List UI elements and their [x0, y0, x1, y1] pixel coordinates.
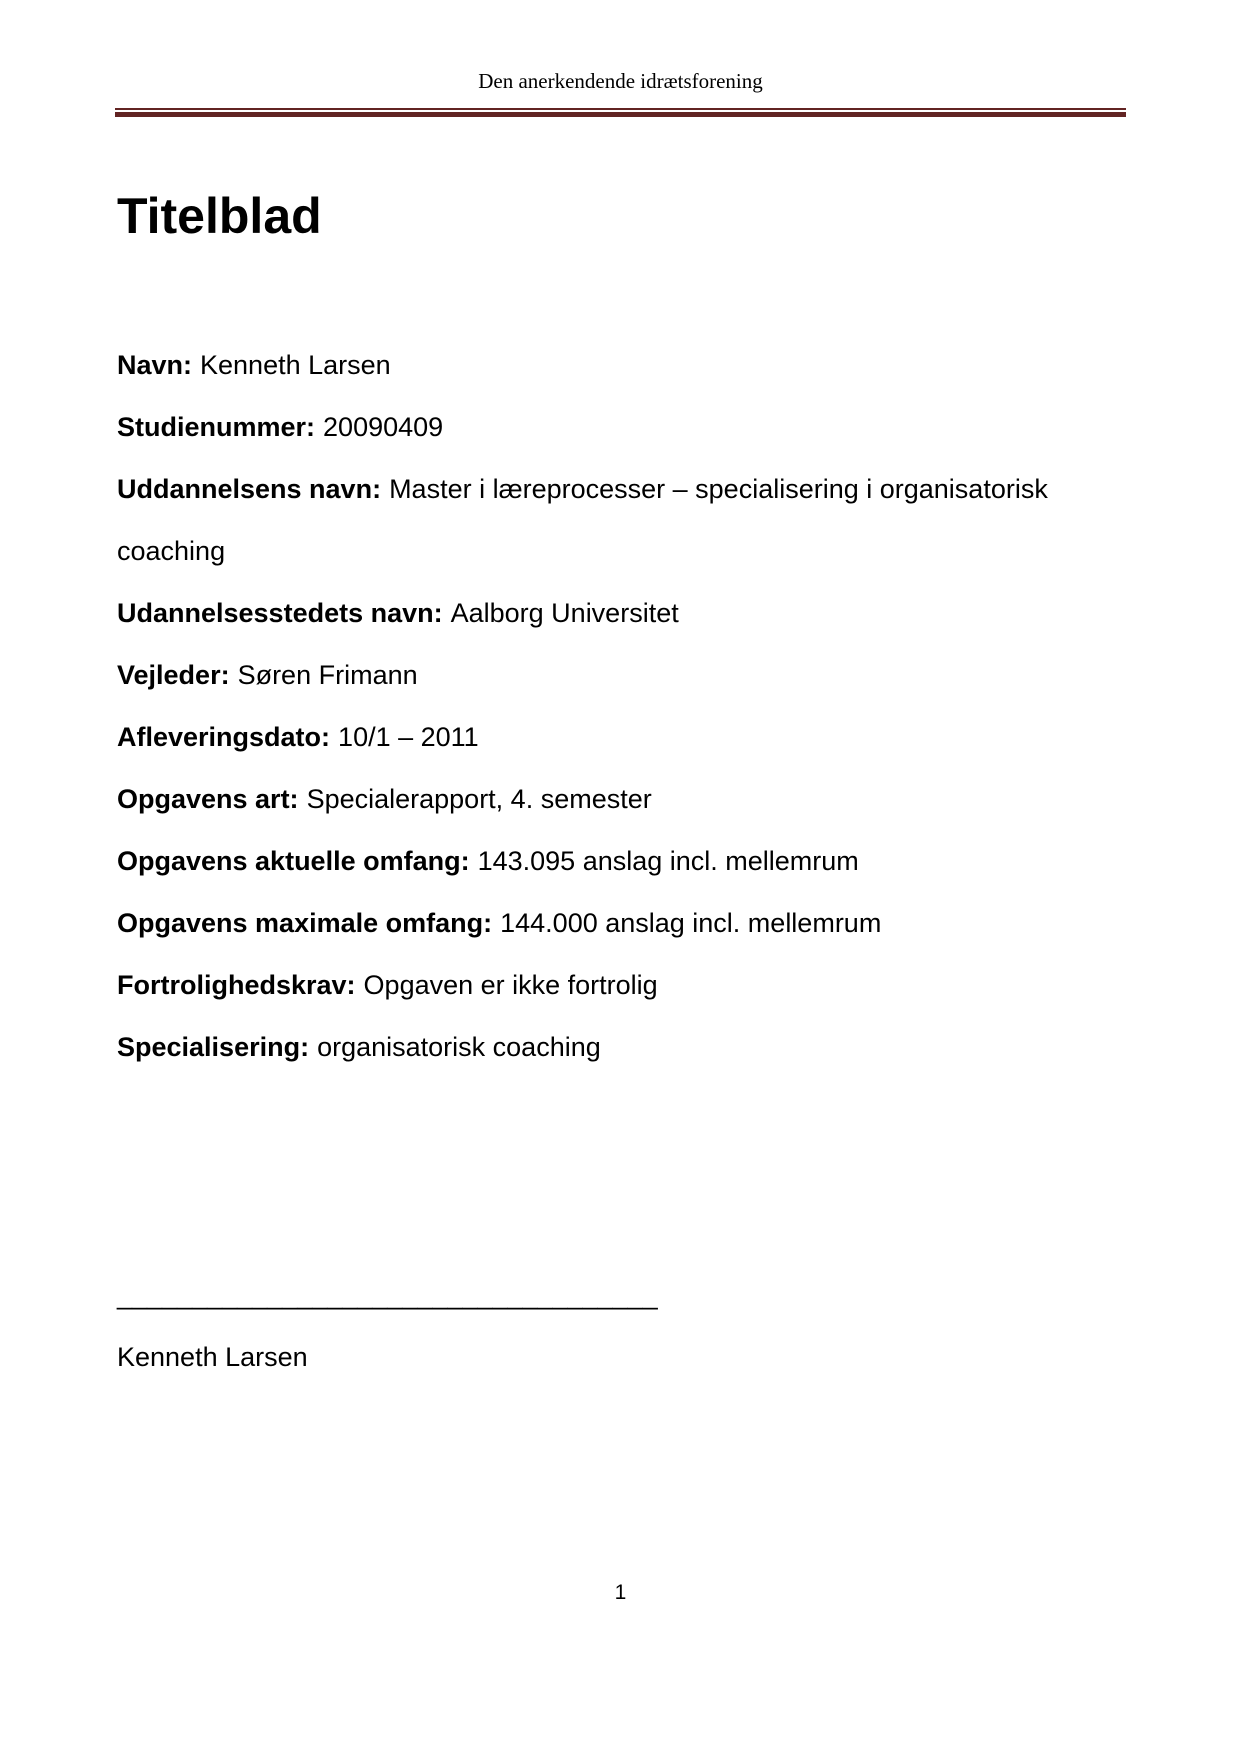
field-label: Specialisering:: [117, 1032, 310, 1062]
field-row: [117, 458, 1125, 582]
field-label: Vejleder:: [117, 660, 230, 690]
field-value: Kenneth Larsen: [200, 350, 391, 380]
header-border-thick-line: [115, 112, 1126, 117]
field-row: [117, 582, 1125, 644]
header-border-thin-line: [115, 108, 1126, 110]
field-label: Studienummer:: [117, 412, 316, 442]
field-row: [117, 768, 1125, 830]
signature-name: Kenneth Larsen: [117, 1342, 308, 1372]
field-value: organisatorisk coaching: [317, 1032, 601, 1062]
field-row: [117, 954, 1125, 1016]
field-value: 20090409: [323, 412, 444, 442]
document-title: Titelblad: [117, 188, 322, 244]
field-label: Opgavens aktuelle omfang:: [117, 846, 470, 876]
field-row: [117, 892, 1125, 954]
field-label: Fortrolighedskrav:: [117, 970, 356, 1000]
field-value: Opgaven er ikke fortrolig: [363, 970, 658, 1000]
field-label: Opgavens maximale omfang:: [117, 908, 493, 938]
page-number: 1: [614, 1581, 627, 1604]
field-label: Opgavens art:: [117, 784, 299, 814]
field-row: [117, 1016, 1125, 1078]
field-label: Udannelsesstedets navn:: [117, 598, 443, 628]
field-list: [117, 334, 1125, 1078]
field-value: 143.095 anslag incl. mellemrum: [477, 846, 859, 876]
field-label: Uddannelsens navn:: [117, 474, 382, 504]
field-value: Master i læreprocesser – specialisering i organisatorisk coaching: [117, 474, 1048, 566]
page-footer: [0, 1580, 1241, 1606]
header-border: [115, 108, 1126, 117]
field-row: [117, 706, 1125, 768]
field-row: [117, 396, 1125, 458]
field-label: Afleveringsdato:: [117, 722, 331, 752]
field-row: [117, 644, 1125, 706]
field-label: Navn:: [117, 350, 193, 380]
field-value: Aalborg Universitet: [450, 598, 679, 628]
field-row: [117, 334, 1125, 396]
field-value: Specialerapport, 4. semester: [306, 784, 652, 814]
field-value: Søren Frimann: [237, 660, 418, 690]
field-value: 10/1 – 2011: [338, 722, 479, 752]
field-row: [117, 830, 1125, 892]
field-value: 144.000 anslag incl. mellemrum: [500, 908, 882, 938]
header-title: Den anerkendende idrætsforening: [478, 69, 763, 93]
signature-line: ____________________________________: [117, 1280, 658, 1310]
